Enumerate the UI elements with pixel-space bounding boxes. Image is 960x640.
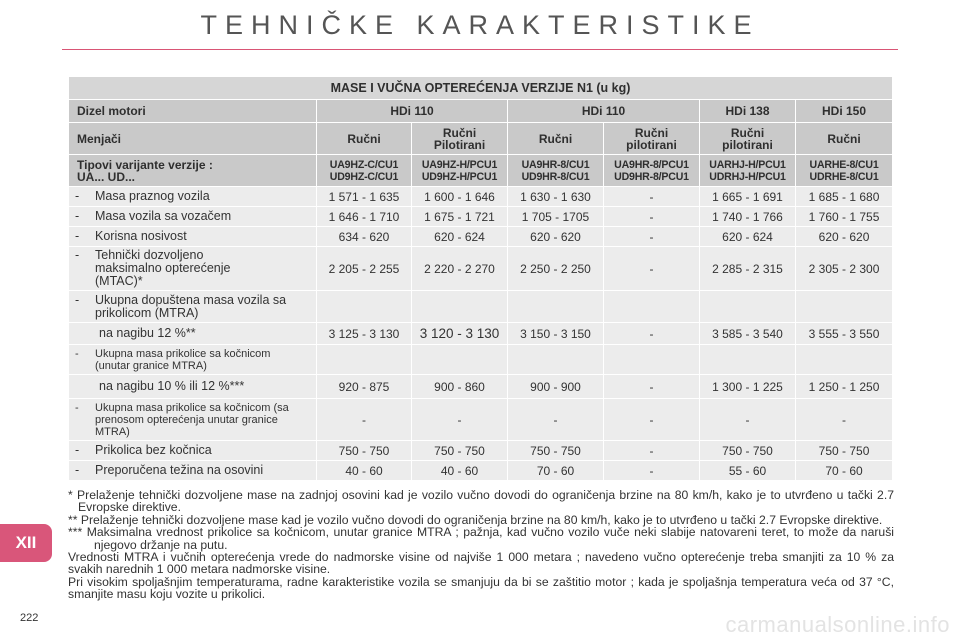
table-cell: 1 600 - 1 646 (412, 187, 508, 207)
table-cell: 1 760 - 1 755 (796, 207, 893, 227)
table-cell (317, 345, 412, 375)
table-cell: - (604, 187, 700, 207)
type-code-header: UARHJ-H/PCU1 UDRHJ-H/PCU1 (700, 155, 796, 187)
table-row (69, 399, 893, 441)
table-cell: 1 646 - 1 710 (317, 207, 412, 227)
table-cell: - (604, 207, 700, 227)
table-row (69, 291, 893, 323)
row-label: - Ukupna dopuštena masa vozila sa prikolicom (MTRA) (69, 291, 317, 323)
row-label: - Tehnički dozvoljeno maksimalno opterećenje (MTAC)* (69, 247, 317, 291)
table-row (69, 323, 893, 345)
watermark: carmanualsonline.info (725, 612, 950, 637)
types-label-line: Tipovi varijante verzije : (77, 157, 213, 172)
table-row (69, 461, 893, 481)
table-cell: 620 - 620 (508, 227, 604, 247)
table-cell: 620 - 624 (412, 227, 508, 247)
footnote: Pri visokim spoljašnjim temperaturama, radne karakteristike vozila se smanjuju da bi se zaštitio motor ; kada je spoljašnja temperatura veća od 37 °C, smanjite masu koju vozite u prikolici. (68, 574, 894, 602)
table-row (69, 207, 893, 227)
row-label: - Korisna nosivost (69, 227, 317, 247)
table-cell: 2 250 - 2 250 (508, 247, 604, 291)
gearbox-header: Ručni (317, 123, 412, 155)
page-title: TEHNIČKE KARAKTERISTIKE (200, 10, 760, 40)
table-row (69, 227, 893, 247)
type-code-header: UA9HZ-H/PCU1 UD9HZ-H/PCU1 (412, 155, 508, 187)
table-cell: 920 - 875 (317, 375, 412, 399)
table-cell: - (604, 461, 700, 481)
table-cell: 750 - 750 (412, 441, 508, 461)
table-cell: 1 250 - 1 250 (796, 375, 893, 399)
table-row (69, 441, 893, 461)
gearbox-header: Ručni (796, 123, 893, 155)
table-cell: 1 300 - 1 225 (700, 375, 796, 399)
table-cell: - (508, 399, 604, 441)
row-label: - Masa praznog vozila (69, 187, 317, 207)
table-cell (700, 291, 796, 323)
type-code-header: UA9HR-8/PCU1 UD9HR-8/PCU1 (604, 155, 700, 187)
table-cell: 1 740 - 1 766 (700, 207, 796, 227)
table-cell: - (700, 399, 796, 441)
table-cell: 620 - 620 (796, 227, 893, 247)
table-cell: 1 665 - 1 691 (700, 187, 796, 207)
engine-header: HDi 150 (796, 100, 893, 123)
table-cell: 1 571 - 1 635 (317, 187, 412, 207)
masses-table (68, 76, 893, 481)
specifications-table-container (68, 76, 892, 481)
table-cell (796, 345, 893, 375)
row-label: - Masa vozila sa vozačem (69, 207, 317, 227)
table-cell: 3 120 - 3 130 (412, 323, 508, 345)
footnote: ** Prelaženje tehnički dozvoljene mase kad je vozilo vučno dovodi do ograničenja brzine na 80 km/h, kako je to utvrđeno u tački 2.7 Evropske direktive. (68, 512, 883, 527)
table-cell (508, 345, 604, 375)
table-cell: - (604, 399, 700, 441)
table-cell: 634 - 620 (317, 227, 412, 247)
table-cell: 2 285 - 2 315 (700, 247, 796, 291)
table-cell (508, 291, 604, 323)
table-cell: - (604, 375, 700, 399)
row-label: na nagibu 12 %** (69, 323, 317, 345)
table-cell: 70 - 60 (796, 461, 893, 481)
table-cell: - (317, 399, 412, 441)
row-label: na nagibu 10 % ili 12 %*** (69, 375, 317, 399)
table-row (69, 187, 893, 207)
table-cell (317, 291, 412, 323)
row-label: - Preporučena težina na osovini (69, 461, 317, 481)
table-cell: 40 - 60 (412, 461, 508, 481)
table-cell: 1 685 - 1 680 (796, 187, 893, 207)
table-cell: 55 - 60 (700, 461, 796, 481)
table-cell: 900 - 860 (412, 375, 508, 399)
table-cell: - (604, 227, 700, 247)
types-row (69, 155, 893, 187)
table-cell: - (604, 441, 700, 461)
footnote: * Prelaženje tehnički dozvoljene mase na zadnjoj osovini kad je vozilo vučno dovodi do ograničenja brzine na 80 km/h, kako je to utvrđeno u tački 2.7 Evropske direktive. (68, 488, 894, 515)
engines-row (69, 100, 893, 123)
table-cell: 1 675 - 1 721 (412, 207, 508, 227)
table-cell: 1 705 - 1705 (508, 207, 604, 227)
table-cell: 3 125 - 3 130 (317, 323, 412, 345)
table-cell (700, 345, 796, 375)
table-cell (412, 291, 508, 323)
table-cell (796, 291, 893, 323)
engine-header: HDi 110 (317, 100, 508, 123)
footnote: *** Maksimalna vrednost prikolice sa kočnicom, unutar granice MTRA ; pažnja, kad vučno vozilo vuče neki slabije natovareni teret, to može da naruši njegovo držanje na putu. (68, 525, 894, 552)
engine-header: HDi 110 (508, 100, 700, 123)
table-cell: 2 305 - 2 300 (796, 247, 893, 291)
gearbox-header: Ručni pilotirani (700, 123, 796, 155)
table-cell: 70 - 60 (508, 461, 604, 481)
row-label: - Ukupna masa prikolice sa kočnicom (unutar granice MTRA) (69, 345, 317, 375)
engines-label: Dizel motori (69, 100, 317, 123)
table-cell (412, 345, 508, 375)
type-code-header: UARHE-8/CU1 UDRHE-8/CU1 (796, 155, 893, 187)
engine-header: HDi 138 (700, 100, 796, 123)
table-cell: 2 205 - 2 255 (317, 247, 412, 291)
table-row (69, 375, 893, 399)
footnotes (68, 489, 894, 601)
table-cell: 3 555 - 3 550 (796, 323, 893, 345)
footnote: Vrednosti MTRA i vučnih opterećenja vrede do nadmorske visine od najviše 1 000 metara ; navedeno vučno opterećenje treba smanjiti za 10 % za svakih narednih 1 000 metara nadmorske visine. (68, 550, 894, 577)
table-cell: 2 220 - 2 270 (412, 247, 508, 291)
table-cell: 750 - 750 (700, 441, 796, 461)
table-cell: - (796, 399, 893, 441)
page-number: 222 (20, 612, 39, 624)
table-cell: 40 - 60 (317, 461, 412, 481)
table-row (69, 345, 893, 375)
gearbox-label: Menjači (69, 123, 317, 155)
table-cell: 750 - 750 (317, 441, 412, 461)
table-cell: - (604, 323, 700, 345)
table-cell: 750 - 750 (796, 441, 893, 461)
gearbox-row (69, 123, 893, 155)
table-cell (604, 291, 700, 323)
gearbox-header: Ručni Pilotirani (412, 123, 508, 155)
table-cell: 750 - 750 (508, 441, 604, 461)
chapter-tab: XII (0, 524, 52, 562)
types-label (69, 155, 317, 187)
table-cell: 900 - 900 (508, 375, 604, 399)
table-cell: 3 150 - 3 150 (508, 323, 604, 345)
table-cell: - (604, 247, 700, 291)
type-code-header: UA9HR-8/CU1 UD9HR-8/CU1 (508, 155, 604, 187)
table-cell: 3 585 - 3 540 (700, 323, 796, 345)
table-cell: 620 - 624 (700, 227, 796, 247)
types-label-line: UA... UD... (77, 169, 136, 184)
table-cell (604, 345, 700, 375)
table-caption: MASE I VUČNA OPTEREĆENJA VERZIJE N1 (u kg) (69, 77, 893, 100)
row-label: - Ukupna masa prikolice sa kočnicom (sa prenosom opterećenja unutar granice MTRA) (69, 399, 317, 441)
row-label: - Prikolica bez kočnica (69, 441, 317, 461)
table-row (69, 247, 893, 291)
type-code-header: UA9HZ-C/CU1 UD9HZ-C/CU1 (317, 155, 412, 187)
gearbox-header: Ručni pilotirani (604, 123, 700, 155)
gearbox-header: Ručni (508, 123, 604, 155)
table-cell: - (412, 399, 508, 441)
table-cell: 1 630 - 1 630 (508, 187, 604, 207)
title-divider (62, 49, 898, 50)
